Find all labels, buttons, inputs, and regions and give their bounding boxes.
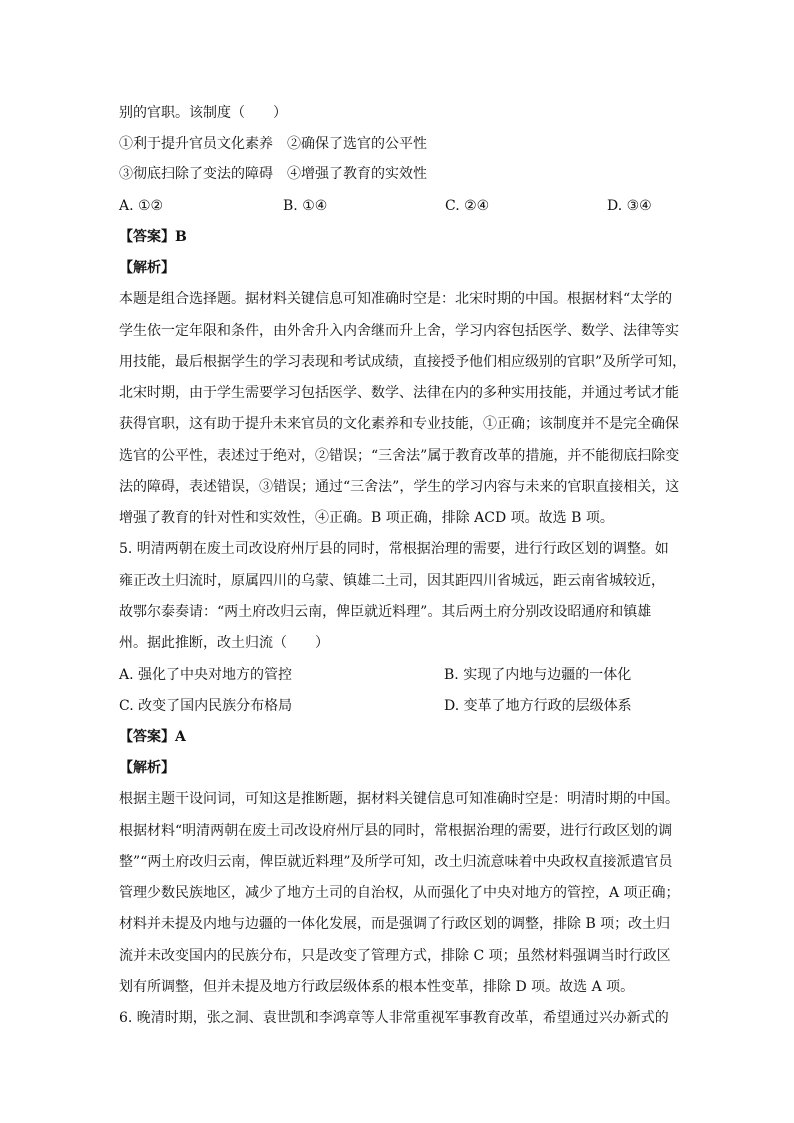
q4-analysis-line: 用技能，最后根据学生的学习表现和考试成绩，直接授予他们相应级别的官职”及所学可知， (119, 354, 687, 370)
q6-stem-line: 6. 晚清时期，张之洞、袁世凯和李鸿章等人非常重视军事教育改革，希望通过兴办新式的 (119, 1010, 669, 1026)
q5-analysis-line: 划有所调整，但并未提及地方行政层级体系的根本性变革，排除 D 项。故选 A 项。 (119, 979, 635, 995)
q4-option-a: A. ①② (119, 198, 164, 214)
q5-analysis-line: 根据主题干设问词，可知这是推断题，据材料关键信息可知准确时空是：明清时期的中国。 (119, 791, 679, 807)
q4-analysis-line: 选官的公平性，表述过于绝对，②错误；“三舍法”属于教育改革的措施，并不能彻底扫除变 (119, 448, 680, 464)
q4-option-c: C. ②④ (445, 198, 490, 214)
q4-option-d: D. ③④ (607, 198, 652, 214)
q5-option-d: D. 变革了地方行政的层级体系 (444, 698, 632, 714)
q4-option-b: B. ①④ (283, 198, 328, 214)
q5-analysis-label: 【解析】 (119, 760, 175, 776)
q5-answer: 【答案】A (119, 729, 186, 745)
q4-analysis-line: 学生依一定年限和条件，由外舍升入内舍继而升上舍，学习内容包括医学、数学、法律等实 (119, 323, 679, 339)
q5-analysis-line: 整”“两土府改归云南，俾臣就近料理”及所学可知，改土归流意味着中央政权直接派遣官员 (119, 854, 673, 870)
q5-analysis-line: 材料并未提及内地与边疆的一体化发展，而是强调了行政区划的调整，排除 B 项；改土归 (119, 916, 671, 932)
q4-analysis-line: 获得官职，这有助于提升未来官员的文化素养和专业技能，①正确；该制度并不是完全确保 (119, 416, 679, 432)
q4-analysis-label: 【解析】 (119, 260, 175, 276)
q5-option-c: C. 改变了国内民族分布格局 (119, 698, 293, 714)
q4-analysis-line: 增强了教育的针对性和实效性，④正确。B 项正确，排除 ACD 项。故选 B 项。 (119, 510, 614, 526)
q4-analysis-line: 法的障碍，表述错误，③错误；通过“三舍法”，学生的学习内容与未来的官职直接相关，这 (119, 479, 680, 495)
q4-analysis-line: 北宋时期，由于学生需要学习包括医学、数学、法律在内的多种实用技能，并通过考试才能 (119, 385, 679, 401)
q4-stem-tail: 别的官职。该制度（ ） (119, 105, 287, 121)
q5-option-a: A. 强化了中央对地方的管控 (119, 667, 293, 683)
q5-stem-line: 故鄂尔泰奏请：“两土府改归云南，俾臣就近料理”。其后两土府分别改设昭通府和镇雄 (119, 604, 652, 620)
q5-stem-line: 5. 明清两朝在废土司改设府州厅县的同时，常根据治理的需要，进行行政区划的调整。如 (119, 541, 669, 557)
q4-items-line-1: ①利于提升官员文化素养 ②确保了选官的公平性 (119, 136, 427, 152)
q4-items-line-2: ③彻底扫除了变法的障碍 ④增强了教育的实效性 (119, 166, 427, 182)
q4-analysis-line: 本题是组合选择题。据材料关键信息可知准确时空是：北宋时期的中国。根据材料“太学的 (119, 291, 673, 307)
q5-option-b: B. 实现了内地与边疆的一体化 (444, 667, 632, 683)
q5-stem-line: 州。据此推断，改土归流（ ） (119, 635, 329, 651)
q5-analysis-line: 根据材料“明清两朝在废土司改设府州厅县的同时，常根据治理的需要，进行行政区划的调 (119, 823, 673, 839)
q4-answer: 【答案】B (119, 229, 187, 245)
q5-stem-line: 雍正改土归流时，原属四川的乌蒙、镇雄二土司，因其距四川省城远，距云南省城较近， (119, 573, 665, 589)
q5-analysis-line: 管理少数民族地区，减少了地方土司的自治权，从而强化了中央对地方的管控，A 项正确； (119, 885, 680, 901)
q5-analysis-line: 流并未改变国内的民族分布，只是改变了管理方式，排除 C 项；虽然材料强调当时行政区 (119, 948, 671, 964)
